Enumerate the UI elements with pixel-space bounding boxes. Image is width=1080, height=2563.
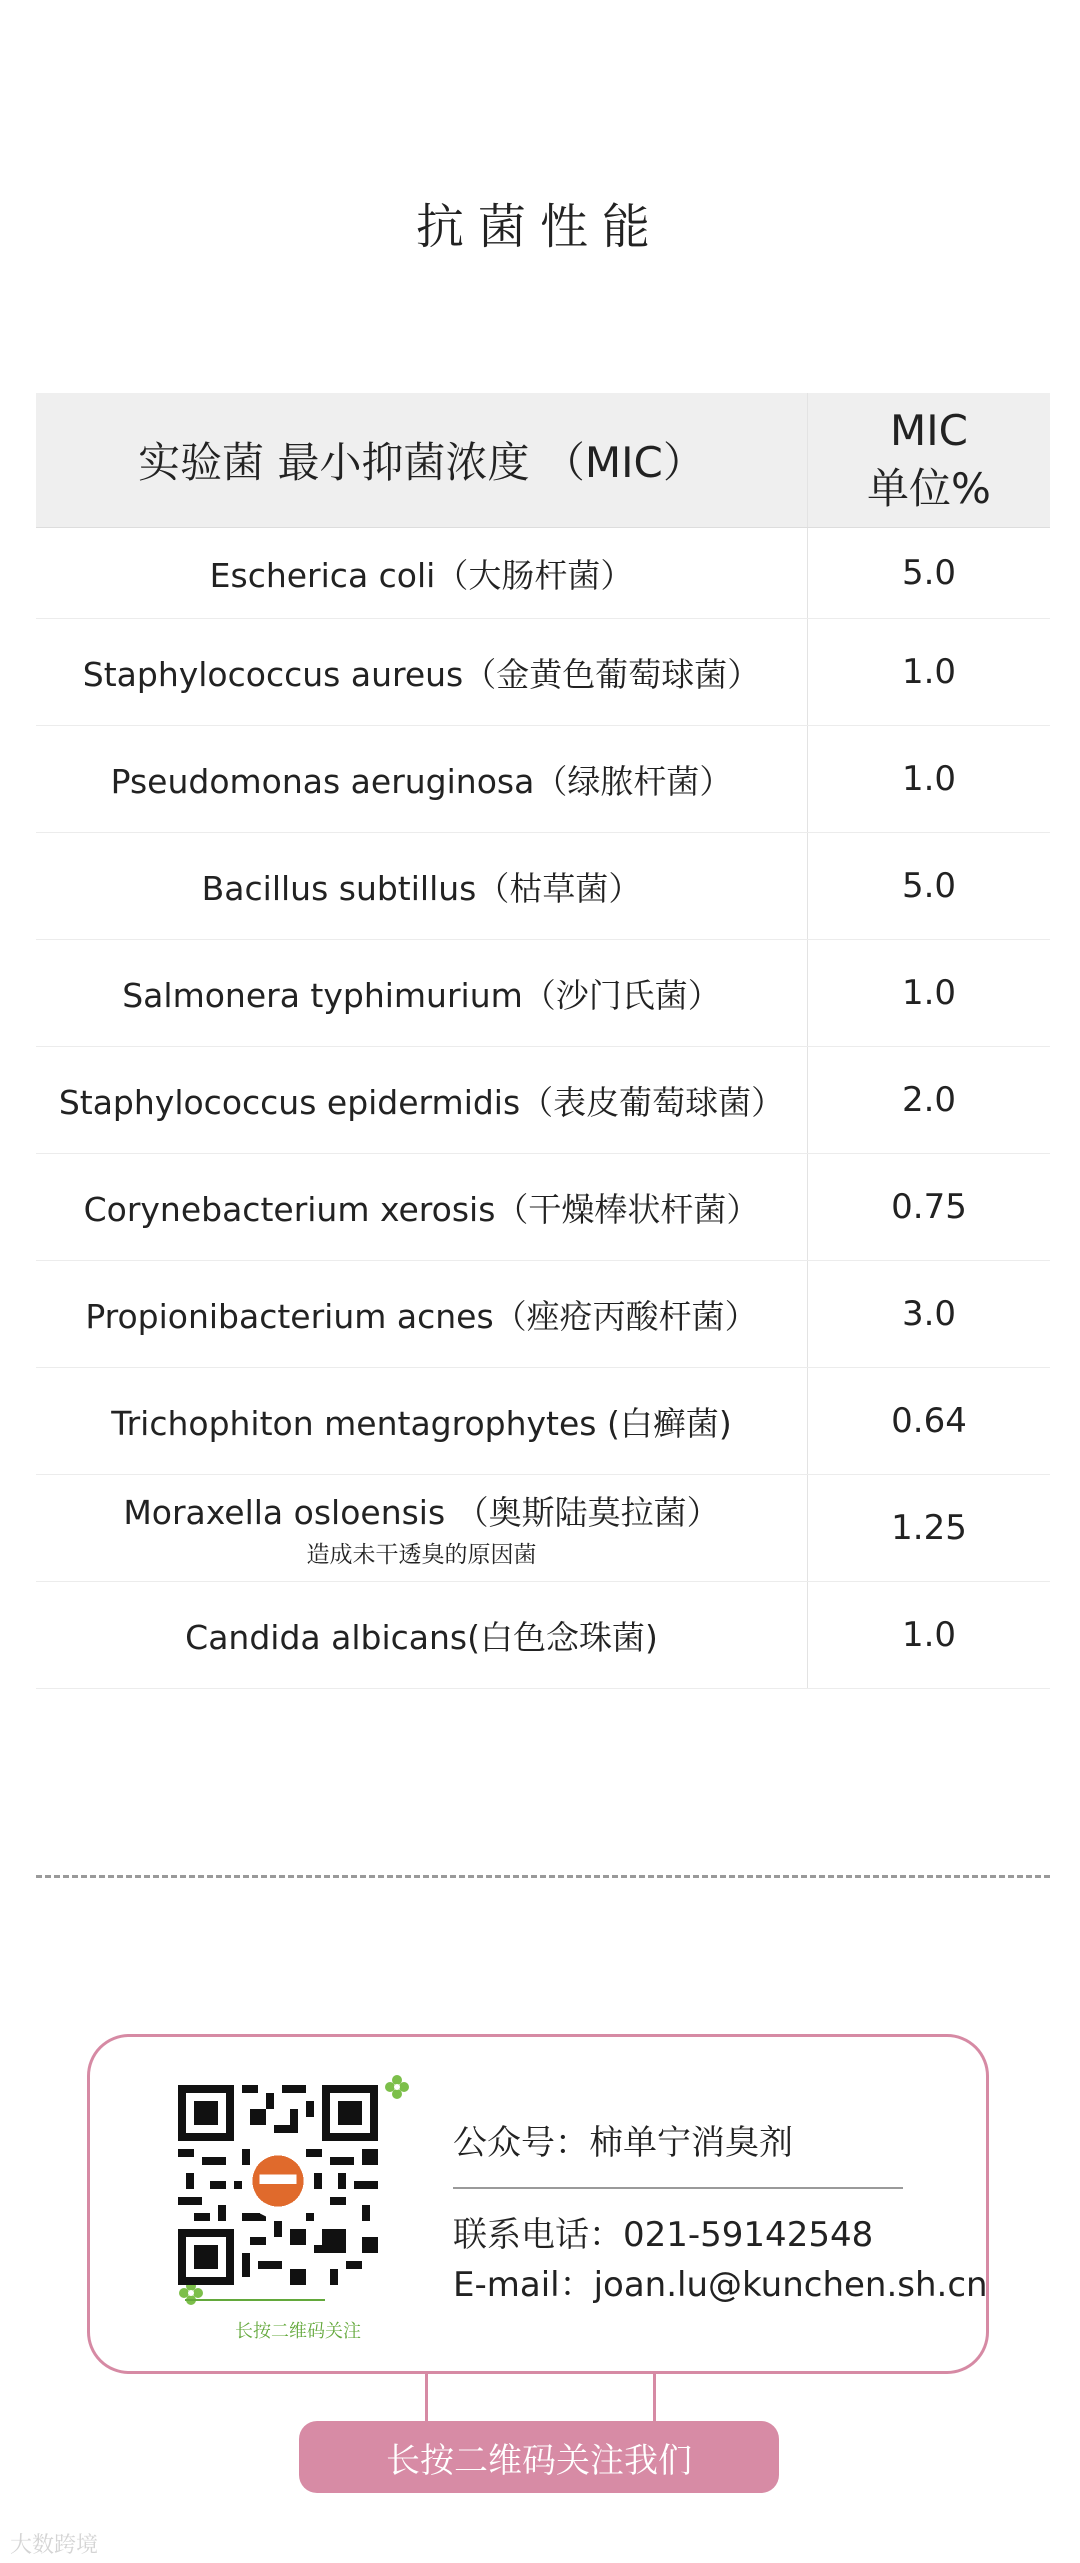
qr-caption: 长按二维码关注 xyxy=(235,2321,361,2342)
bacteria-name: Corynebacterium xerosis（干燥棒状杆菌） xyxy=(36,1154,808,1260)
table-row xyxy=(36,1154,1050,1261)
bacteria-name: Propionibacterium acnes（痤疮丙酸杆菌） xyxy=(36,1261,808,1367)
table-row xyxy=(36,726,1050,833)
account-name: 公众号：柿单宁消臭剂 xyxy=(453,2123,793,2163)
mic-value: 5.0 xyxy=(901,553,957,593)
bacteria-name: Moraxella osloensis （奥斯陆莫拉菌） xyxy=(123,1493,720,1532)
follow-button[interactable]: 长按二维码关注我们 xyxy=(299,2421,779,2493)
dashed-divider xyxy=(36,1875,1050,1878)
bacteria-name: Salmonera typhimurium（沙门氏菌） xyxy=(36,940,808,1046)
bacteria-name: Trichophiton mentagrophytes (白癣菌) xyxy=(36,1368,808,1474)
name-stack xyxy=(123,1487,719,1569)
bacteria-name-cell xyxy=(36,1475,808,1581)
table-row xyxy=(36,940,1050,1047)
table-row xyxy=(36,1582,1050,1689)
table-row xyxy=(36,1368,1050,1475)
table-row xyxy=(36,619,1050,726)
header-col2-line2: 单位% xyxy=(867,464,991,513)
mic-value: 3.0 xyxy=(901,1294,957,1334)
header-col2 xyxy=(808,393,1050,527)
contact-card xyxy=(87,2034,989,2374)
mic-value: 1.0 xyxy=(901,1615,957,1655)
mic-value: 2.0 xyxy=(901,1080,957,1120)
bacteria-name: Escherica coli（大肠杆菌） xyxy=(36,528,808,618)
page-title: 抗菌性能 xyxy=(415,199,664,255)
leaf-icon xyxy=(383,2073,411,2101)
mic-value: 0.64 xyxy=(891,1401,967,1441)
info-divider xyxy=(453,2187,903,2189)
watermark xyxy=(10,2528,98,2559)
bacteria-name: Pseudomonas aeruginosa（绿脓杆菌） xyxy=(36,726,808,832)
table-row xyxy=(36,833,1050,940)
mic-value: 0.75 xyxy=(891,1187,967,1227)
table-row xyxy=(36,1261,1050,1368)
mic-table xyxy=(36,393,1050,1689)
bacteria-name: Candida albicans(白色念珠菌) xyxy=(36,1582,808,1688)
mic-value: 1.0 xyxy=(901,759,957,799)
mic-value: 1.0 xyxy=(901,973,957,1013)
header-col1: 实验菌 最小抑菌浓度 （MIC） xyxy=(36,393,808,527)
card-connector xyxy=(425,2374,428,2422)
mic-value: 1.25 xyxy=(891,1508,967,1548)
table-row xyxy=(36,528,1050,619)
mic-value: 5.0 xyxy=(901,866,957,906)
card-connector xyxy=(653,2374,656,2422)
bacteria-name: Staphylococcus aureus（金黄色葡萄球菌） xyxy=(36,619,808,725)
table-row xyxy=(36,1475,1050,1582)
watermark-text: 大数跨境 xyxy=(10,2533,99,2558)
table-row xyxy=(36,1047,1050,1154)
qr-caption-rule xyxy=(185,2299,325,2301)
bacteria-name: Staphylococcus epidermidis（表皮葡萄球菌） xyxy=(36,1047,808,1153)
table-header xyxy=(36,393,1050,528)
bacteria-note: 造成未干透臭的原因菌 xyxy=(306,1542,537,1568)
email-address: E-mail：joan.lu@kunchen.sh.cn xyxy=(453,2265,988,2305)
mic-value: 1.0 xyxy=(901,652,957,692)
phone-number: 联系电话：021-59142548 xyxy=(453,2215,874,2255)
bacteria-name: Bacillus subtillus（枯草菌） xyxy=(36,833,808,939)
header-col2-line1: MIC xyxy=(890,406,968,455)
qr-code-icon[interactable] xyxy=(178,2085,378,2285)
